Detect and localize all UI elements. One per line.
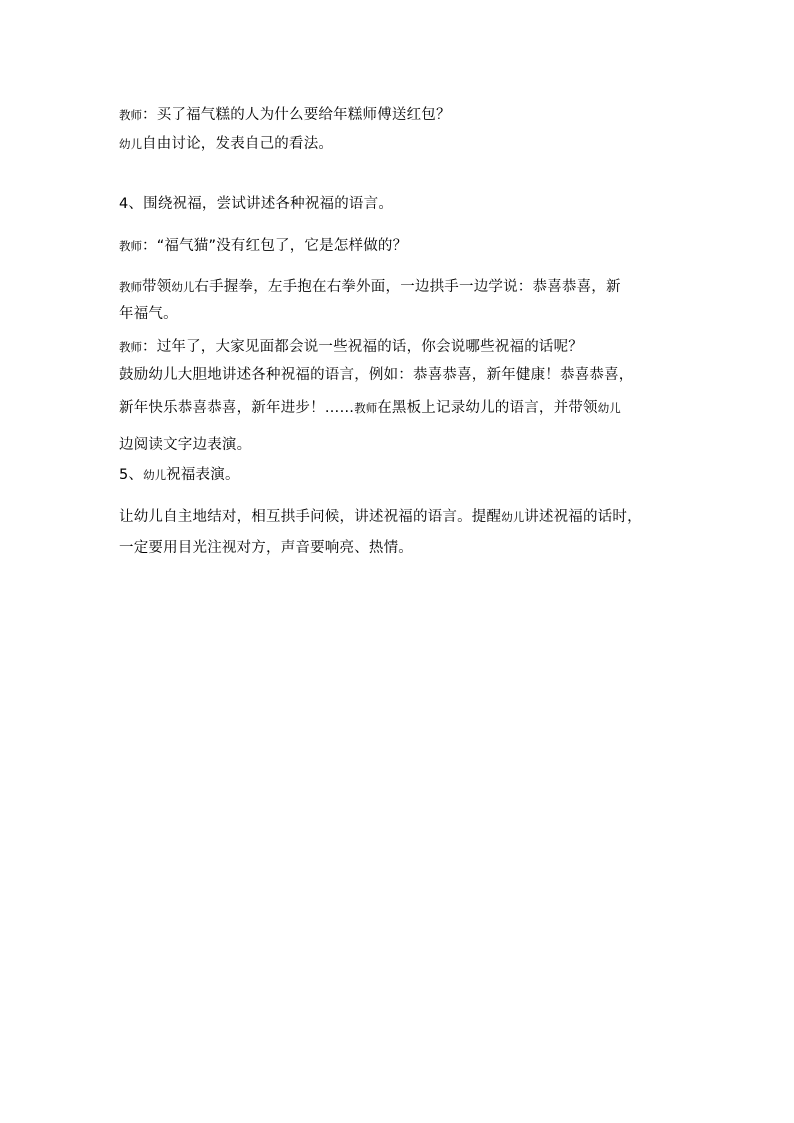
dialogue-line-teacher-question xyxy=(119,105,451,125)
line-text: 自由讨论，发表自己的看法。 xyxy=(142,136,334,152)
speaker-label: 幼儿 xyxy=(501,510,525,524)
line-text: 年福气。 xyxy=(119,306,178,322)
speaker-label: 教师 xyxy=(354,401,378,415)
speaker-label: 教师 xyxy=(119,280,142,294)
line-text: 新年快乐恭喜恭喜，新年进步！…… xyxy=(119,400,355,416)
line-text: ：买了福气糕的人为什么要给年糕师傅送红包？ xyxy=(142,107,451,123)
line-text: 讲述祝福的话时， xyxy=(524,509,642,525)
line-text: 右手握拳，左手抱在右拳外面，一边拱手一边学说：恭喜恭喜，新 xyxy=(194,279,621,295)
dialogue-line-children-discuss xyxy=(119,134,333,154)
speaker-label: 幼儿 xyxy=(171,280,195,294)
line-text: 让幼儿自主地结对，相互拱手问候，讲述祝福的语言。提醒 xyxy=(119,509,502,525)
heading-text: 祝福表演。 xyxy=(166,467,240,483)
line-text: ：“福气猫”没有红包了，它是怎样做的？ xyxy=(142,238,408,254)
speaker-label: 幼儿 xyxy=(119,137,142,151)
line-text: 一定要用目光注视对方，声音要响亮、热情。 xyxy=(119,540,413,556)
dialogue-line-teacher-cat xyxy=(119,236,407,256)
speaker-label: 教师 xyxy=(119,108,142,122)
paragraph-line xyxy=(119,435,251,455)
speaker-label: 幼儿 xyxy=(597,401,621,415)
paragraph-line xyxy=(119,304,178,324)
line-text: 带领 xyxy=(142,279,172,295)
paragraph-line xyxy=(119,398,621,418)
section-heading-4 xyxy=(119,194,393,214)
line-text: 鼓励幼儿大胆地讲述各种祝福的语言，例如：恭喜恭喜，新年健康！恭喜恭喜， xyxy=(119,367,634,383)
paragraph-line xyxy=(119,538,413,558)
speaker-label: 教师 xyxy=(119,340,142,354)
heading-text: 4、围绕祝福，尝试讲述各种祝福的语言。 xyxy=(119,196,394,212)
section-heading-5 xyxy=(119,465,240,485)
line-text: ：过年了，大家见面都会说一些祝福的话，你会说哪些祝福的话呢？ xyxy=(142,339,583,355)
heading-text: 5、 xyxy=(119,467,144,483)
paragraph-line xyxy=(119,365,634,385)
line-text: 边阅读文字边表演。 xyxy=(119,437,252,453)
speaker-label: 教师 xyxy=(119,239,142,253)
dialogue-line-teacher-newyear xyxy=(119,337,583,357)
line-text: 在黑板上记录幼儿的语言，并带领 xyxy=(377,400,598,416)
paragraph-line xyxy=(119,277,621,297)
paragraph-line xyxy=(119,507,642,527)
speaker-label: 幼儿 xyxy=(143,468,167,482)
